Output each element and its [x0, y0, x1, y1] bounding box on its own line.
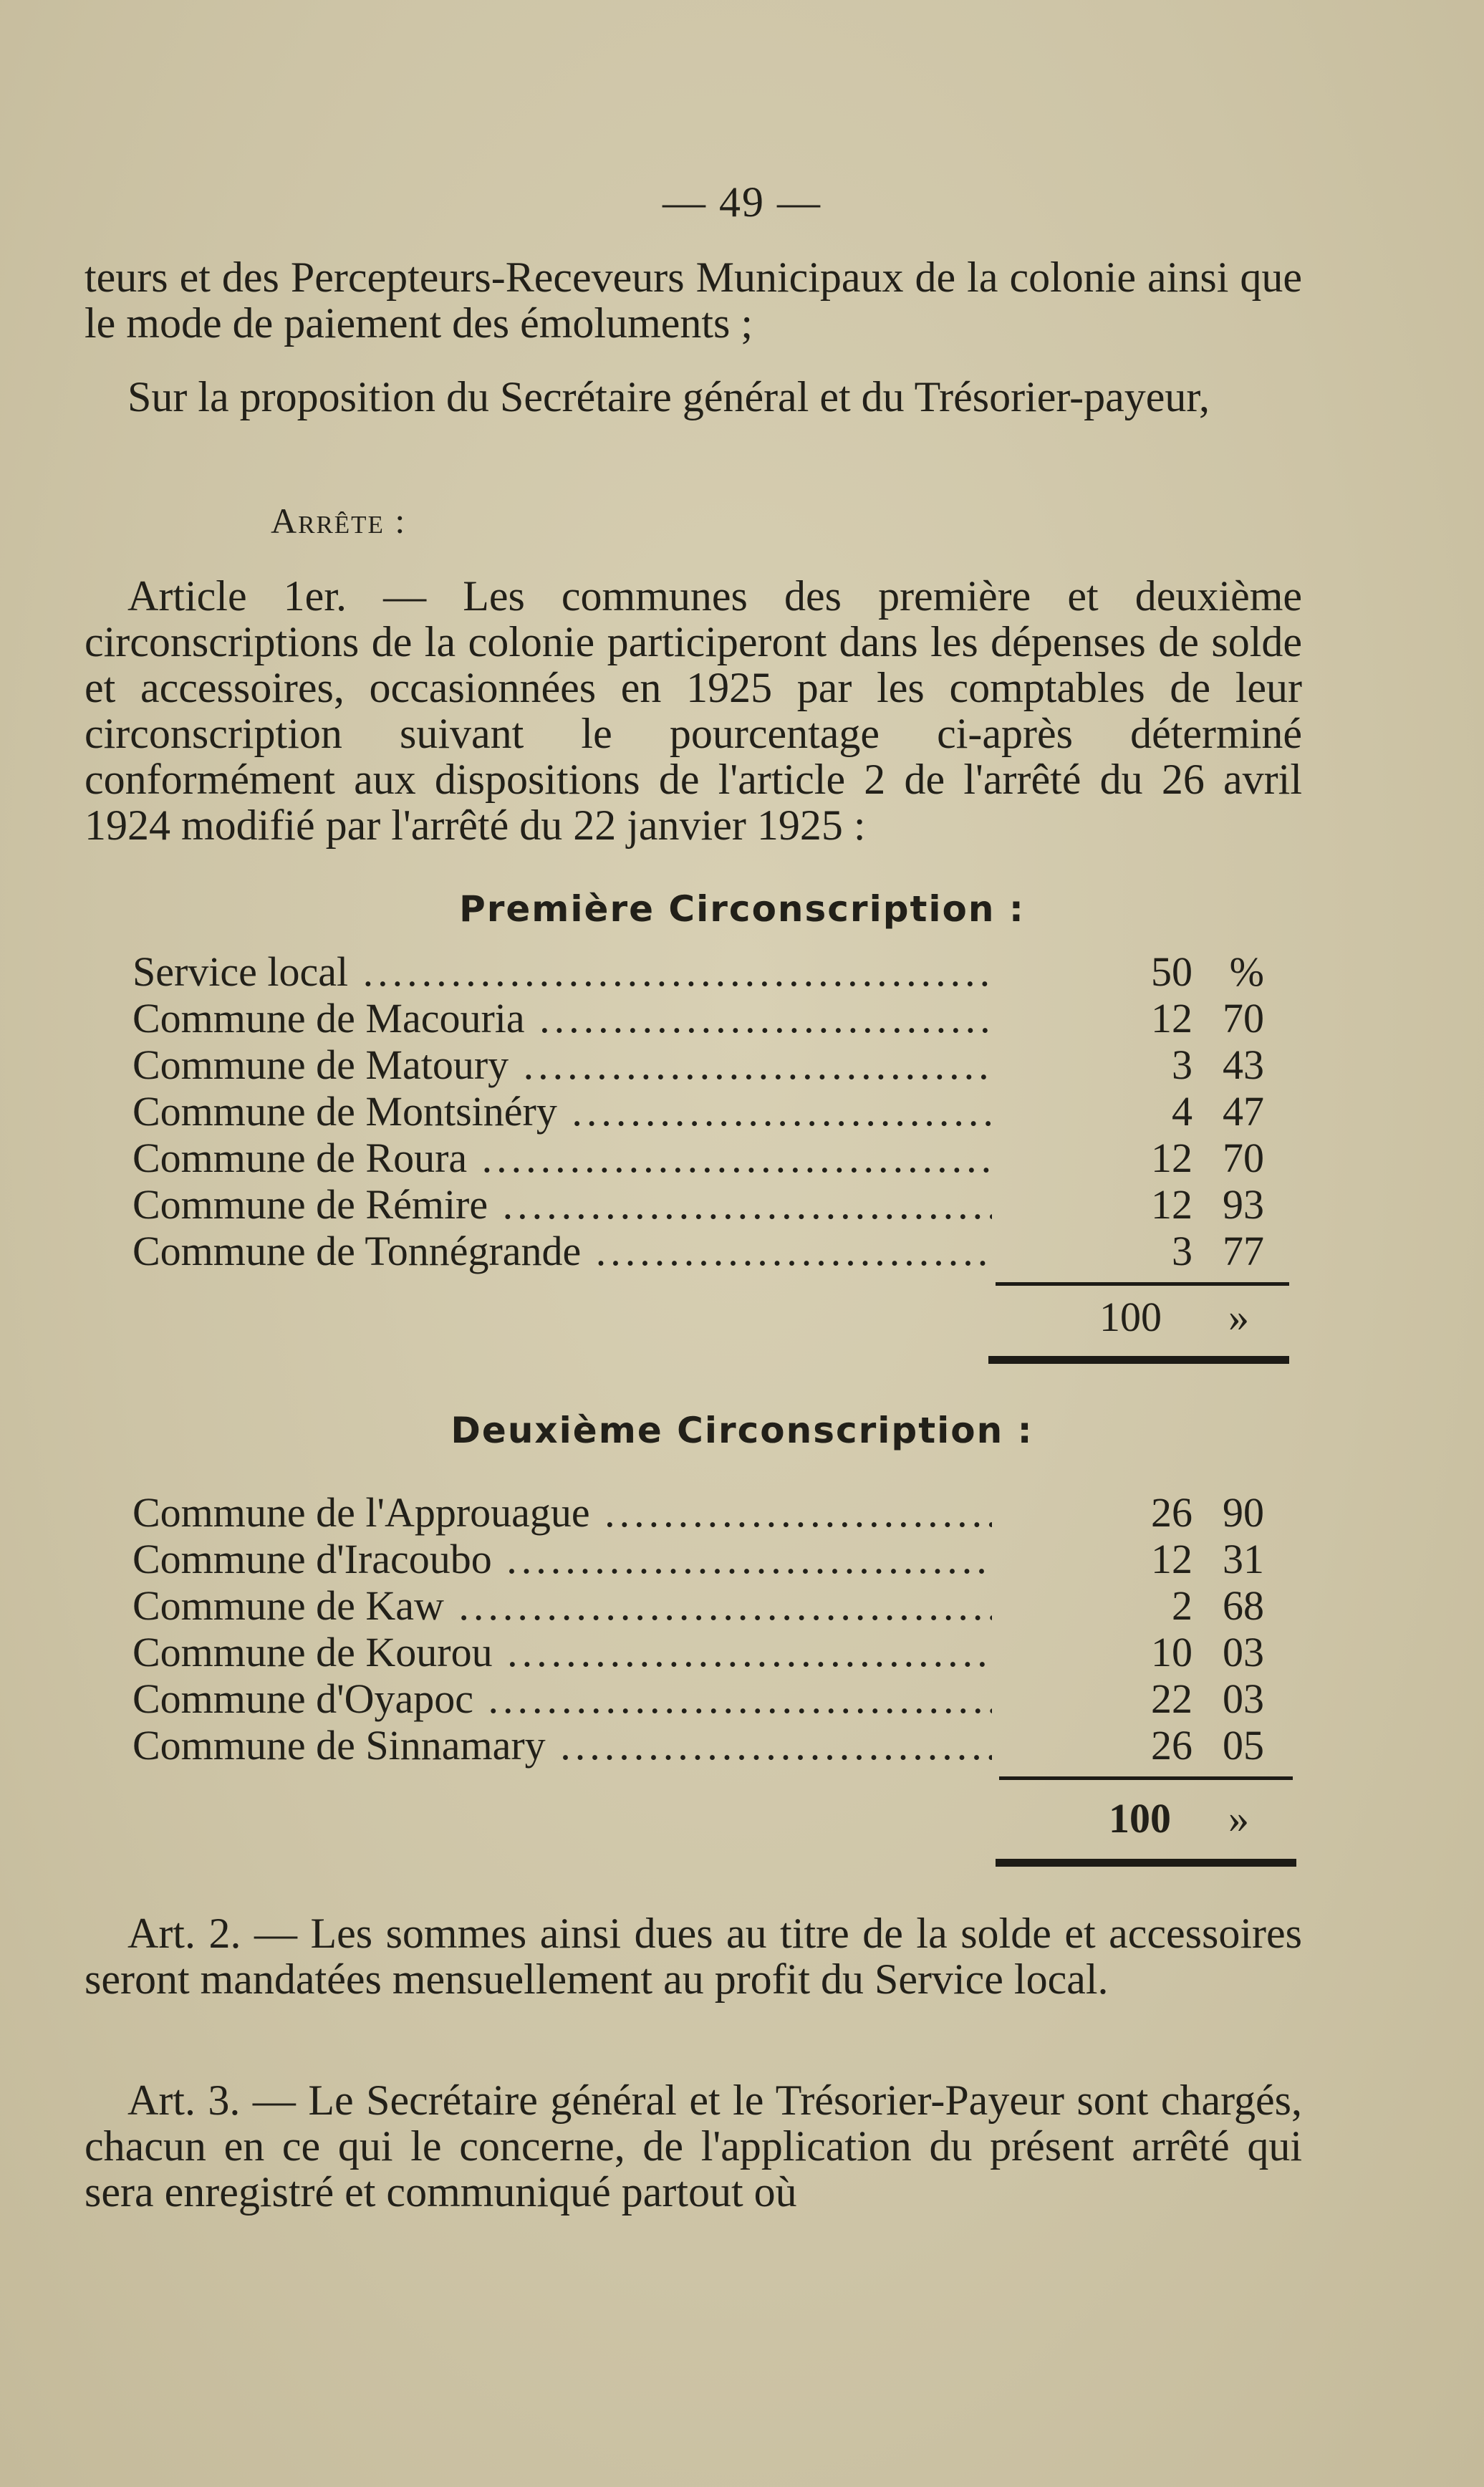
row-label: Service local .....	[132, 949, 992, 995]
table-row	[132, 1228, 1293, 1274]
row-value-dec: 43	[1223, 1042, 1264, 1088]
row-label: Commune de Macouria .....	[132, 996, 992, 1042]
row-value-dec: 31	[1223, 1536, 1264, 1582]
row-label: Commune de l'Approuague .....	[132, 1490, 992, 1536]
row-value-int: 12	[1151, 1135, 1192, 1181]
row-value-int: 12	[1151, 1181, 1192, 1228]
table-row	[132, 1042, 1293, 1088]
row-value-int: 50	[1151, 948, 1192, 995]
row-label: Commune de Montsinéry .....	[132, 1089, 992, 1135]
table-row	[132, 996, 1293, 1042]
sum-rule	[996, 1282, 1289, 1286]
paragraph-article-2: Art. 2. — Les sommes ainsi dues au titre de la solde et accessoires seront mandatées mensuellement au profit du Service local.	[85, 1910, 1302, 2003]
row-value-dec: 47	[1223, 1088, 1264, 1135]
table-row	[132, 1135, 1293, 1181]
first-circonscription-heading: Première Circonscription :	[459, 888, 1025, 930]
row-value-int: 3	[1172, 1228, 1192, 1274]
row-label: Commune de Kourou .....	[132, 1630, 992, 1675]
table-row	[132, 1676, 1293, 1722]
total-value-dec: »	[1228, 1294, 1249, 1340]
row-value-dec: 70	[1223, 995, 1264, 1042]
table-row	[132, 1490, 1293, 1536]
row-value-int: 4	[1172, 1088, 1192, 1135]
arrete-heading: Arrête :	[271, 501, 407, 541]
row-label: Commune de Sinnamary .....	[132, 1723, 992, 1769]
table-row	[132, 1182, 1293, 1228]
table-row	[132, 949, 1293, 995]
page-number: — 49 —	[662, 178, 822, 226]
total-value-int: 100	[1099, 1294, 1162, 1340]
row-value-int: 2	[1172, 1582, 1192, 1629]
row-label: Commune de Tonnégrande .....	[132, 1228, 992, 1274]
row-value-dec: 70	[1223, 1135, 1264, 1181]
row-label: Commune de Matoury .....	[132, 1042, 992, 1088]
row-value-dec: 90	[1223, 1489, 1264, 1536]
row-value-dec: %	[1229, 948, 1264, 995]
paragraph-intro: teurs et des Percepteurs-Receveurs Municipaux de la colonie ainsi que le mode de paiement des émoluments ;	[85, 254, 1302, 347]
row-value-dec: 03	[1223, 1675, 1264, 1722]
row-value-dec: 03	[1223, 1629, 1264, 1675]
total-rule	[988, 1356, 1289, 1364]
second-circonscription-heading: Deuxième Circonscription :	[450, 1410, 1034, 1451]
table-row	[132, 1583, 1293, 1629]
row-label: Commune de Roura .....	[132, 1135, 992, 1181]
table-row	[132, 1089, 1293, 1135]
total-value-int: 100	[1109, 1795, 1171, 1842]
row-value-int: 26	[1151, 1489, 1192, 1536]
row-value-dec: 68	[1223, 1582, 1264, 1629]
row-value-int: 22	[1151, 1675, 1192, 1722]
paragraph-article-3: Art. 3. — Le Secrétaire général et le Trésorier-Payeur sont chargés, chacun en ce qui le concerne, de l'application du présent arrêté qui sera enregistré et communiqué partout où	[85, 2077, 1302, 2216]
row-label: Commune de Rémire .....	[132, 1182, 992, 1228]
paragraph-article-1: Article 1er. — Les communes des première et deuxième circonscriptions de la colonie participeront dans les dépenses de solde et accessoires, occasionnées en 1925 par les comptables de leur circonscription suivant le pourcentage ci-après déterminé conformément aux dispositions de l'article 2 de l'arrêté du 26 avril 1924 modifié par l'arrêté du 22 janvier 1925 :	[85, 572, 1302, 849]
table-row	[132, 1630, 1293, 1675]
row-value-int: 12	[1151, 995, 1192, 1042]
row-value-int: 12	[1151, 1536, 1192, 1582]
row-label: Commune d'Iracoubo .....	[132, 1536, 992, 1582]
table-row	[132, 1536, 1293, 1582]
sum-rule	[999, 1776, 1293, 1780]
table-row	[132, 1723, 1293, 1769]
row-label: Commune d'Oyapoc .....	[132, 1676, 992, 1722]
row-value-int: 3	[1172, 1042, 1192, 1088]
total-value-dec: »	[1228, 1795, 1249, 1842]
row-value-int: 26	[1151, 1722, 1192, 1769]
paragraph-proposition: Sur la proposition du Secrétaire général et du Trésorier-payeur,	[127, 373, 1210, 420]
row-value-dec: 05	[1223, 1722, 1264, 1769]
row-value-dec: 93	[1223, 1181, 1264, 1228]
total-rule	[996, 1859, 1296, 1867]
row-value-dec: 77	[1223, 1228, 1264, 1274]
row-label: Commune de Kaw .....	[132, 1583, 992, 1629]
row-value-int: 10	[1151, 1629, 1192, 1675]
